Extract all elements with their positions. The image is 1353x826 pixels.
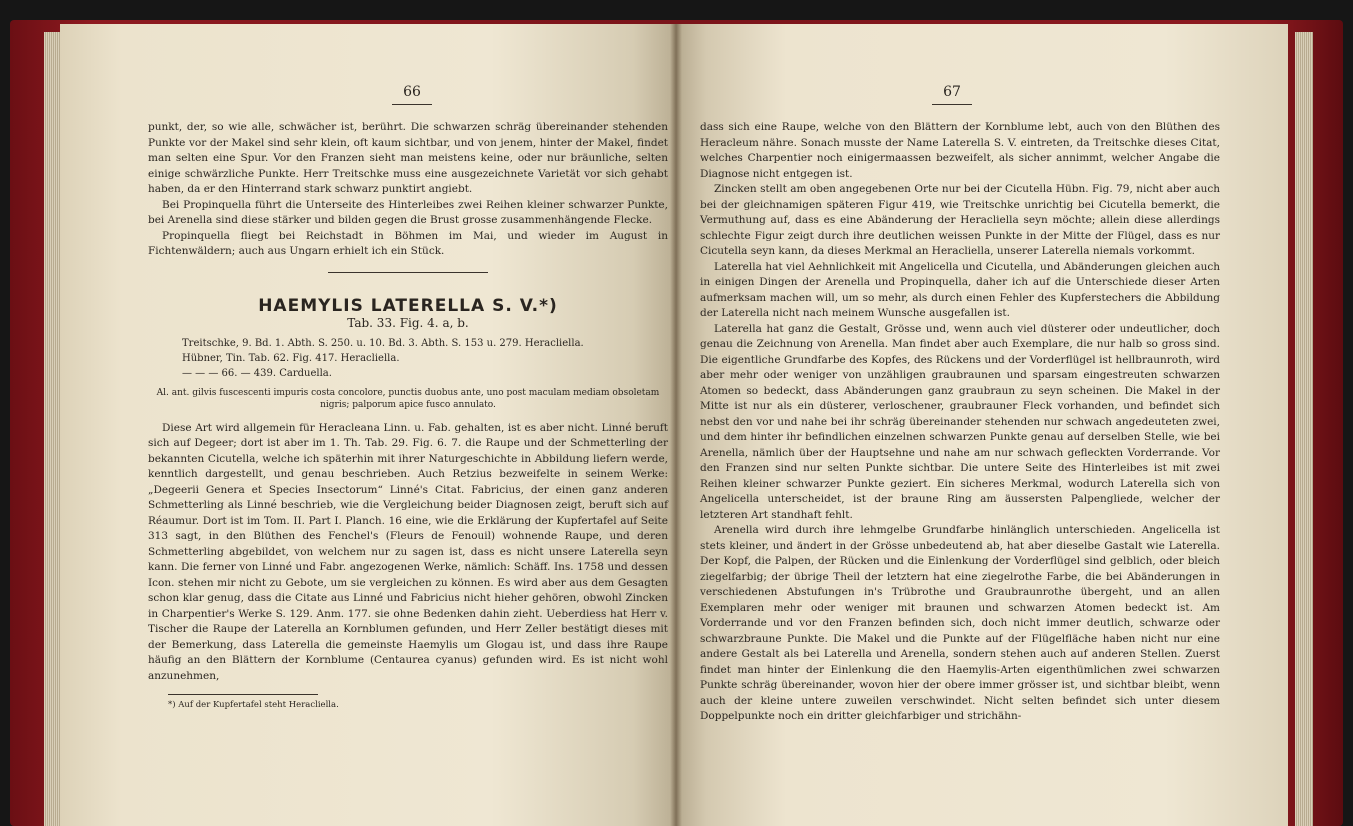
page-number-rule-left xyxy=(392,104,432,105)
book-gutter xyxy=(670,24,682,826)
page-number-right: 67 xyxy=(943,84,961,100)
paragraph: punkt, der, so wie alle, schwächer ist, berührt. Die schwarzen schräg übereinander stehenden Punkte vor der Makel sind sehr klein, oft kaum sichtbar, und von jenem, hinter der Makel, findet man selten eine Spur. Vor den Franzen sieht man meistens keine, oder nur bräunliche, selten einige schwärzliche Punkte. Herr Treitschke muss eine ausgezeichnete Varietät vor sich gehabt haben, da er den Hinterrand stark schwarz punktirt angiebt. xyxy=(148,121,668,195)
left-text-column xyxy=(148,120,668,714)
page-number-rule-right xyxy=(932,104,972,105)
paragraph: Diese Art wird allgemein für Heracleana Linn. u. Fab. gehalten, ist es aber nicht. Linné beruft sich auf Degeer; dort ist aber im 1. Th. Tab. 29. Fig. 6. 7. die Raupe und der Schmetterling der bekannten Cicutella, welche ich späterhin mit ihrer Naturgeschichte in Abbildung liefern werde, kenntlich dargestellt, und genau beschrieben. Auch Retzius bezweifelte in seinem Werke: „Degeerii Genera et Species Insectorum“ Linné's Citat. Fabricius, der einen ganz anderen Schmetterling als Linné beschrieb, wie die Vergleichung beider Diagnosen zeigt, beruft sich auf Réaumur. Dort ist im Tom. II. Part I. Planch. 16 eine, wie die Erklärung der Kupfertafel auf Seite 313 sagt, in den Blüthen des Fenchel's (Fleurs de Fenouil) wohnende Raupe, und deren Schmetterling abgebildet, von welchem nur zu sagen ist, dass es nicht unsere Laterella seyn kann. Die ferner von Linné und Fabr. angezogenen Werke, nämlich: Schäff. Ins. 1758 und dessen Icon. stehen mir nicht zu Gebote, um sie vergleichen zu können. Es wird aber aus dem Gesagten schon klar genug, dass die Citate aus Linné und Fabricius nicht hieher gehören, obwohl Zincken in Charpentier's Werke S. 129. Anm. 177. sie ohne Bedenken dahin zieht. Ueberdiess hat Herr v. Tischer die Raupe der Laterella an Kornblumen gefunden, und Herr Zeller bestätigt dieses mit der Bemerkung, dass Laterella die gemeinste Haemylis um Glogau ist, und dass ihre Raupe häufig an den Blättern der Kornblume (Centaurea cyanus) gefunden wird. Es ist nicht wohl anzunehmen, xyxy=(148,421,668,682)
footnote: *) Auf der Kupfertafel steht Heracliella. xyxy=(168,700,339,710)
paragraph: Laterella hat ganz die Gestalt, Grösse und, wenn auch viel düsterer oder undeutlicher, doch genau die Zeichnung von Arenella. Man findet aber auch Exemplare, die nur halb so gross sind. Die eigentliche Grundfarbe des Kopfes, des Rückens und der Vorderflügel ist hellbraunroth, wird aber mehr oder weniger von unzähligen graubraunen und sparsam eingestreuten schwarzen Atomen so bedeckt, dass Abänderungen ganz graubraun zu seyn scheinen. Die Makel in der Mitte ist nur als ein düsterer, verloschener, graubrauner Fleck vorhanden, und befindet sich nebst den vor und nahe bei ihr schräg übereinander stehenden nur schwach angedeuteten zwei, und dem hinter ihr befindlichen einzelnen schwarzen Punkte genau auf derselben Stelle, wie bei Arenella, nämlich über der Hauptsehne und nahe am nur schwach gefleckten Vorderrande. Vor den Franzen sind nur selten Punkte sichtbar. Die untere Seite des Hinterleibes ist mit zwei Reihen kleiner schwarzer Punkte geziert. Ein sicheres Merkmal, wodurch Laterella sich von Angelicella unterscheidet, ist der braune Ring am äussersten Palpengliede, welcher der letzteren Art standhaft fehlt. xyxy=(700,322,1220,521)
synonym-line: Treitschke, 9. Bd. 1. Abth. S. 250. u. 10. Bd. 3. Abth. S. 153 u. 279. Heracliella. xyxy=(182,337,584,349)
paragraph: Propinquella fliegt bei Reichstadt in Böhmen im Mai, und wieder im August in Fichtenwäldern; auch aus Ungarn erhielt ich ein Stück. xyxy=(148,229,668,257)
species-heading: HAEMYLIS LATERELLA S. V.*) xyxy=(258,295,558,316)
latin-diagnosis: Al. ant. gilvis fuscescenti impuris costa concolore, punctis duobus ante, uno post maculam mediam obsoletam nigris; palporum apice fusco annulato. xyxy=(156,387,660,410)
paragraph: Zincken stellt am oben angegebenen Orte nur bei der Cicutella Hübn. Fig. 79, nicht aber auch bei der gleichnamigen späteren Figur 419, wie Treitschke unrichtig bei Cicutella bemerkt, die Vermuthung auf, dass es eine Abänderung der Heracliella seyn möchte; allein diese allerdings schlechte Figur zeigt durch ihre deutlichen weissen Punkte in der Mitte der Flügel, dass es nur Cicutella seyn kann, da dieses Merkmal an Heracliella, unserer Laterella niemals vorkommt. xyxy=(700,183,1220,257)
right-text-column xyxy=(700,120,1220,725)
right-page xyxy=(676,24,1288,826)
section-divider xyxy=(328,272,488,273)
page-number-left: 66 xyxy=(403,84,421,100)
left-page xyxy=(60,24,676,826)
paragraph: Laterella hat viel Aehnlichkeit mit Angelicella und Cicutella, und Abänderungen gleichen auch in einigen Dingen der Arenella und Propinquella, daher ich auf die Unterschiede dieser Arten aufmerksam machen will, um so mehr, als durch einen Fehler des Kupferstechers die Abbildung der Laterella nicht nach meinem Wunsche ausgefallen ist. xyxy=(700,260,1220,319)
page-edges-right xyxy=(1295,32,1313,826)
footnote-rule xyxy=(168,694,318,695)
plate-reference: Tab. 33. Fig. 4. a, b. xyxy=(347,316,469,330)
paragraph: Bei Propinquella führt die Unterseite des Hinterleibes zwei Reihen kleiner schwarzer Punkte, bei Arenella sind diese stärker und bilden gegen die Brust grosse zusammenhängende Flecke. xyxy=(148,198,668,226)
paragraph: Arenella wird durch ihre lehmgelbe Grundfarbe hinlänglich unterschieden. Angelicella ist stets kleiner, und ändert in der Grösse unbedeutend ab, hat aber dieselbe Gastalt wie Laterella. Der Kopf, die Palpen, der Rücken und die Einlenkung der Vorderflügel sind gelblich, oder bleich ziegelfarbig; der übrige Theil der letztern hat eine ziegelrothe Farbe, die bei Abänderungen in verschiedenen Abstufungen in's Trübrothe und Graubraunrothe übergeht, und an allen Exemplaren mehr oder weniger mit braunen und schwarzen Atomen bedeckt ist. Am Vorderrande und vor den Franzen befinden sich, doch nicht immer deutlich, schwarze oder schwarzbraune Punkte. Die Makel und die Punkte auf der Flügelfläche haben nicht nur eine andere Gestalt als bei Laterella und Arenella, sondern stehen auch auf anderen Stellen. Zuerst findet man hinter der Einlenkung die den Haemylis-Arten eigenthümlichen zwei schwarzen Punkte schräg übereinander, wovon hier der obere immer grösser ist, und sichtbar bleibt, wenn auch der kleine untere zuweilen verschwindet. Nicht selten befindet sich unter diesem Doppelpunkte noch ein dritter gleichfarbiger und strichähn- xyxy=(700,524,1220,722)
synonym-line: Hübner, Tin. Tab. 62. Fig. 417. Heracliella. xyxy=(182,352,400,364)
paragraph: dass sich eine Raupe, welche von den Blättern der Kornblume lebt, auch von den Blüthen des Heracleum nähre. Sonach musste der Name Laterella S. V. eintreten, da Treitschke dieses Citat, welches Charpentier noch einigermaassen bezweifelt, als sicher annimmt, welcher Angabe die Diagnose nicht entgegen ist. xyxy=(700,121,1220,180)
synonym-line: — — — 66. — 439. Carduella. xyxy=(182,367,332,379)
